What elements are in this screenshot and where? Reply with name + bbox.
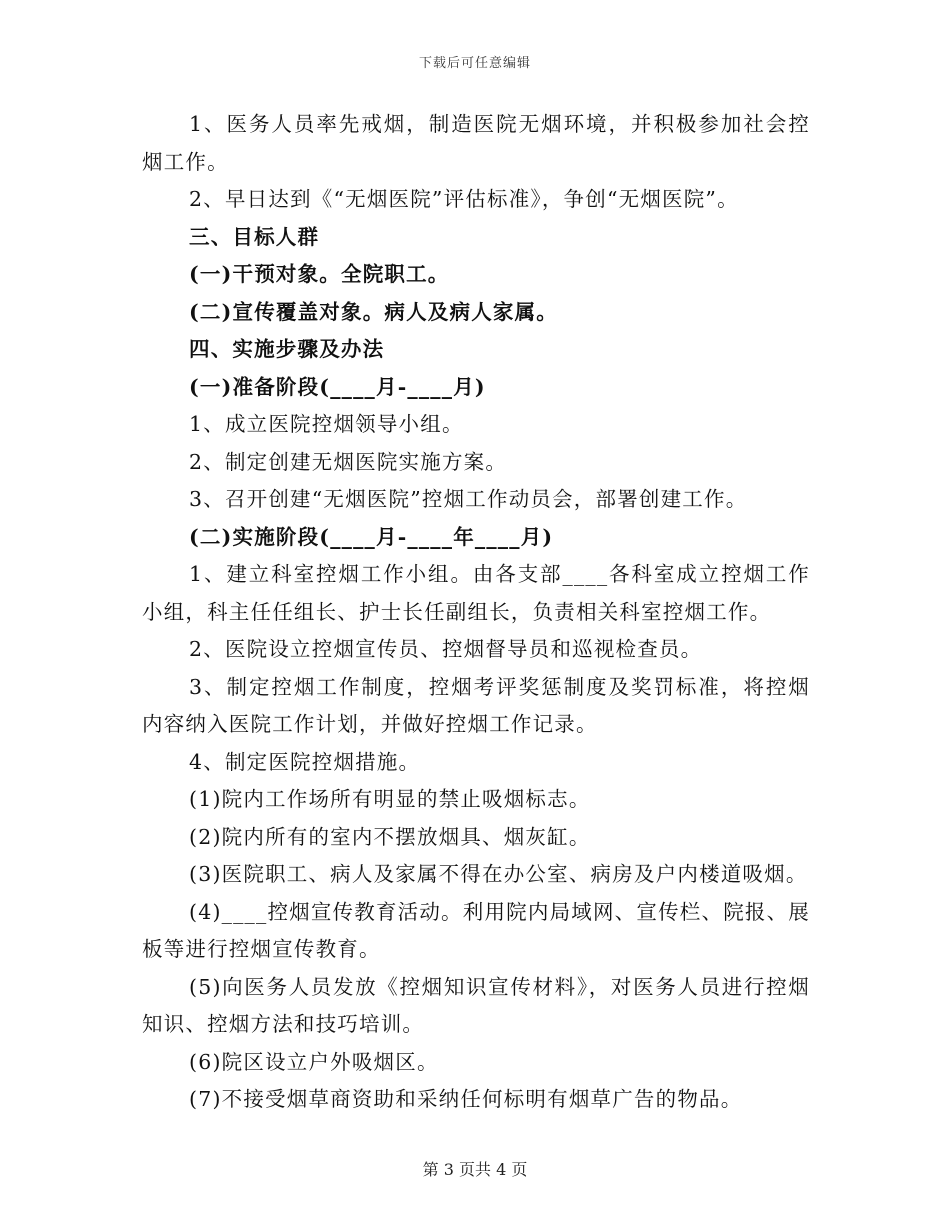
list-item: (4)____控烟宣传教育活动。利用院内局域网、宣传栏、院报、展板等进行控烟宣传教育。	[142, 899, 810, 961]
paragraph: 1、建立科室控烟工作小组。由各支部____各科室成立控烟工作小组，科主任任组长、护士长任副组长，负责相关科室控烟工作。	[142, 562, 810, 624]
document-body	[142, 106, 810, 1119]
paragraph: 4、制定医院控烟措施。	[189, 749, 421, 774]
subsection-heading: (一)准备阶段(____月-____月)	[189, 374, 486, 399]
section-heading: 三、目标人群	[189, 224, 320, 249]
paragraph: 2、医院设立控烟宣传员、控烟督导员和巡视检查员。	[189, 637, 703, 661]
list-item: (2)院内所有的室内不摆放烟具、烟灰缸。	[189, 824, 591, 849]
page-number: 第 3 页共 4 页	[422, 1160, 528, 1179]
list-item: (1)院内工作场所有明显的禁止吸烟标志。	[189, 787, 591, 811]
list-item: (5)向医务人员发放《控烟知识宣传材料》，对医务人员进行控烟知识、控烟方法和技巧培训。	[142, 974, 810, 1036]
paragraph: 1、成立医院控烟领导小组。	[189, 412, 464, 436]
list-item: (3)医院职工、病人及家属不得在办公室、病房及户内楼道吸烟。	[189, 862, 808, 886]
paragraph: 2、早日达到《“无烟医院”评估标准》，争创“无烟医院”。	[189, 187, 739, 211]
list-item: (7)不接受烟草商资助和采纳任何标明有烟草广告的物品。	[189, 1087, 743, 1111]
paragraph: 2、制定创建无烟医院实施方案。	[189, 449, 508, 474]
page-header-note: 下载后可任意编辑	[418, 56, 531, 71]
paragraph: 3、召开创建“无烟医院”控烟工作动员会，部署创建工作。	[189, 487, 748, 511]
subsection-heading: (二)宣传覆盖对象。病人及病人家属。	[189, 299, 558, 324]
list-item: (6)院区设立户外吸烟区。	[189, 1049, 439, 1074]
subsection-heading: (二)实施阶段(____月-____年____月)	[189, 524, 554, 549]
section-heading: 四、实施步骤及办法	[189, 337, 385, 361]
paragraph: 1、医务人员率先戒烟，制造医院无烟环境，并积极参加社会控烟工作。	[142, 112, 810, 174]
paragraph: 3、制定控烟工作制度，控烟考评奖惩制度及奖罚标准，将控烟内容纳入医院工作计划，并做好控烟工作记录。	[142, 674, 810, 736]
subsection-heading: (一)干预对象。全院职工。	[189, 262, 450, 286]
